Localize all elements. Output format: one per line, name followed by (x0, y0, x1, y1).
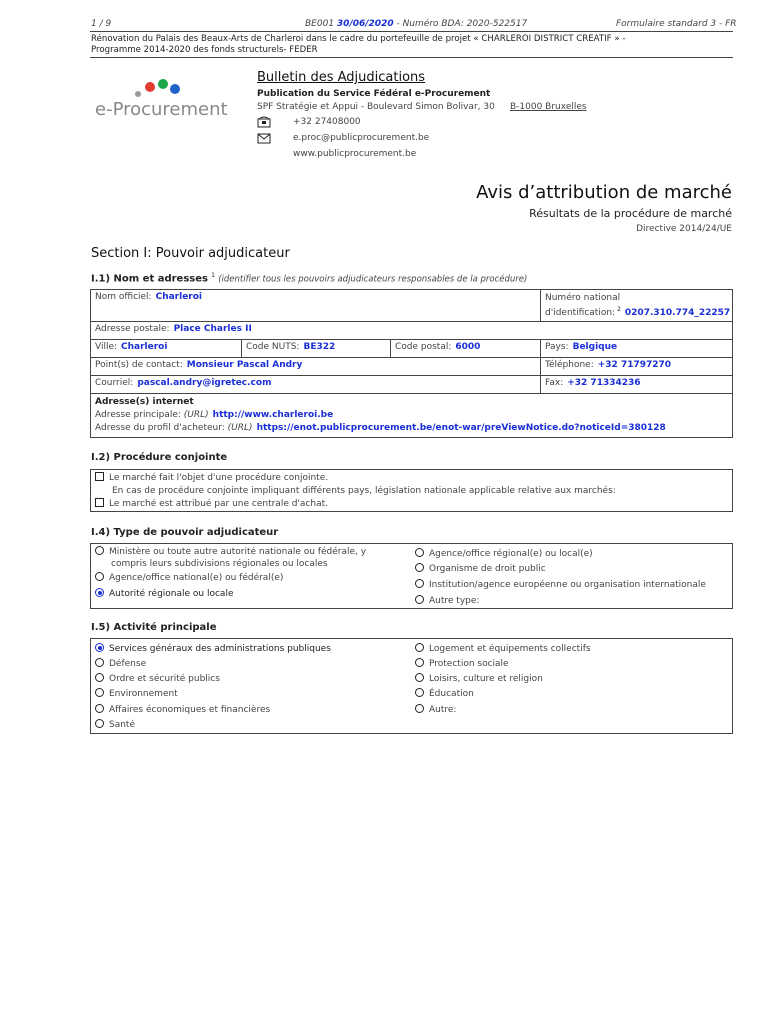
radio-protection[interactable] (415, 658, 424, 667)
internet-label: Adresse(s) internet (95, 397, 194, 407)
i5-option-logement[interactable] (415, 643, 591, 654)
pays-value: Belgique (572, 342, 618, 352)
radio-environnement[interactable] (95, 688, 104, 697)
autre-type-label: Autre type: (429, 596, 480, 606)
cp-value: 6000 (455, 342, 481, 352)
contact-label: Point(s) de contact: (95, 360, 183, 370)
i4-option-agence-nationale[interactable] (95, 572, 283, 583)
i1-note: (identifier tous les pouvoirs adjudicateurs responsables de la procédure) (218, 274, 528, 285)
adresse-label: Adresse postale: (95, 324, 170, 334)
i4-option-organisme[interactable] (415, 563, 546, 574)
numero-label-2: d'identification: (545, 308, 616, 318)
ville-cell (90, 339, 242, 358)
environnement-label: Environnement (109, 689, 178, 699)
page-number: 1 / 9 (91, 19, 112, 29)
numero-footnote: 2 (617, 306, 621, 313)
i5-option-education[interactable] (415, 688, 474, 699)
profil-url[interactable]: https://enot.publicprocurement.be/enot-war/preViewNotice.do?noticeId=380128 (256, 423, 666, 433)
fax-value: +32 71334236 (567, 378, 641, 388)
i5-option-protection[interactable] (415, 658, 509, 669)
telephone-cell (540, 357, 733, 376)
adresse-cell (90, 321, 733, 340)
autre-label: Autre: (429, 705, 457, 715)
bulletin-email[interactable]: e.proc@publicprocurement.be (293, 133, 430, 143)
eprocurement-logo (83, 76, 228, 126)
radio-sante[interactable] (95, 719, 104, 728)
notice-title: Avis d’attribution de marché (476, 182, 732, 203)
bulletin-address: SPF Stratégie et Appui - Boulevard Simon Bolivar, 30 (257, 102, 495, 112)
radio-loisirs[interactable] (415, 673, 424, 682)
phone-icon (257, 116, 271, 127)
notice-reference (305, 19, 527, 29)
i5-heading: I.5) Activité principale (91, 622, 217, 633)
courriel-label: Courriel: (95, 378, 134, 388)
protection-label: Protection sociale (429, 659, 509, 669)
nom-label: Nom officiel: (95, 292, 152, 302)
nuts-cell (241, 339, 391, 358)
adresse-value: Place Charles II (173, 324, 252, 334)
header-rule-2 (90, 57, 733, 58)
tel-value: +32 71797270 (597, 360, 672, 370)
ministere-label: Ministère ou toute autre autorité nationale ou fédérale, y (109, 547, 367, 557)
project-title-line1: Rénovation du Palais des Beaux-Arts de Charleroi dans le cadre du portefeuille de projet « CHARLEROI DISTRICT CREATIF » - (91, 34, 626, 44)
contact-cell (90, 357, 541, 376)
affaires-label: Affaires économiques et financières (109, 705, 271, 715)
header-rule (90, 31, 733, 32)
radio-ministere[interactable] (95, 546, 104, 555)
radio-services[interactable] (95, 643, 104, 652)
radio-autorite-regionale[interactable] (95, 588, 104, 597)
agence-nationale-label: Agence/office national(e) ou fédéral(e) (109, 573, 284, 583)
bulletin-title: Bulletin des Adjudications (257, 70, 426, 85)
bulletin-web[interactable]: www.publicprocurement.be (293, 149, 417, 159)
pays-label: Pays: (545, 342, 569, 352)
ville-value: Charleroi (121, 342, 168, 352)
notice-date: 30/06/2020 (336, 19, 394, 29)
loisirs-label: Loisirs, culture et religion (429, 674, 543, 684)
logo-text: e-Procurement (95, 99, 228, 120)
ministere-label-2: compris leurs subdivisions régionales ou locales (111, 559, 328, 569)
nom-officiel-cell (90, 289, 541, 322)
radio-organisme[interactable] (415, 563, 424, 572)
i5-option-affaires[interactable] (95, 704, 270, 715)
i4-option-institution[interactable] (415, 579, 706, 590)
url-tag-2: (URL) (227, 423, 253, 433)
i2-heading: I.2) Procédure conjointe (91, 452, 228, 463)
notice-code: BE001 (305, 19, 335, 29)
agence-regionale-label: Agence/office régional(e) ou local(e) (429, 549, 593, 559)
i4-option-autre[interactable] (415, 595, 479, 606)
notice-subtitle: Résultats de la procédure de marché (529, 207, 732, 220)
i5-option-environnement[interactable] (95, 688, 178, 699)
i4-heading: I.4) Type de pouvoir adjudicateur (91, 527, 279, 538)
i5-option-ordre[interactable] (95, 673, 220, 684)
sante-label: Santé (109, 720, 135, 730)
ordre-label: Ordre et sécurité publics (109, 674, 220, 684)
nom-value: Charleroi (155, 292, 203, 302)
services-label: Services généraux des administrations publiques (109, 644, 331, 654)
nuts-value: BE322 (303, 342, 336, 352)
tel-label: Téléphone: (545, 360, 594, 370)
internet-cell (90, 393, 733, 438)
radio-agence-nationale[interactable] (95, 572, 104, 581)
cp-label: Code postal: (395, 342, 452, 352)
numero-national-cell (540, 289, 733, 322)
nuts-label: Code NUTS: (246, 342, 300, 352)
radio-agence-regionale[interactable] (415, 548, 424, 557)
profil-label: Adresse du profil d'acheteur: (95, 423, 225, 433)
numero-value: 0207.310.774_22257 (624, 308, 731, 318)
code-postal-cell (390, 339, 541, 358)
joint-procedure-checkbox[interactable] (95, 472, 104, 481)
principale-label: Adresse principale: (95, 410, 181, 420)
fax-label: Fax: (545, 378, 564, 388)
joint-procedure-label: Le marché fait l'objet d'une procédure conjointe. (109, 473, 329, 483)
fax-cell (540, 375, 733, 394)
i4-option-agence-regionale[interactable] (415, 548, 593, 559)
numero-label-1: Numéro national (545, 293, 621, 303)
bda-number: - Numéro BDA: 2020-522517 (396, 19, 528, 29)
autorite-regionale-label: Autorité régionale ou locale (109, 589, 234, 599)
logement-label: Logement et équipements collectifs (429, 644, 591, 654)
notice-directive: Directive 2014/24/UE (636, 224, 732, 234)
radio-autre-type[interactable] (415, 595, 424, 604)
radio-ordre[interactable] (95, 673, 104, 682)
defense-label: Défense (109, 659, 147, 669)
radio-institution[interactable] (415, 579, 424, 588)
bulletin-city: B-1000 Bruxelles (510, 102, 587, 112)
radio-education[interactable] (415, 688, 424, 697)
courriel-value[interactable]: pascal.andry@igretec.com (137, 378, 272, 388)
email-icon (257, 133, 271, 144)
radio-logement[interactable] (415, 643, 424, 652)
pays-cell (540, 339, 733, 358)
institution-label: Institution/agence européenne ou organisation internationale (429, 580, 706, 590)
url-tag: (URL) (183, 410, 209, 420)
i5-option-services[interactable] (95, 643, 331, 654)
principale-url[interactable]: http://www.charleroi.be (212, 410, 334, 420)
i4-option-autorite-regionale[interactable] (95, 588, 233, 599)
i1-footnote: 1 (211, 272, 215, 279)
bulletin-phone: +32 27408000 (293, 117, 361, 127)
contact-value: Monsieur Pascal Andry (186, 360, 303, 370)
i5-option-defense[interactable] (95, 658, 146, 669)
courriel-cell (90, 375, 541, 394)
radio-defense[interactable] (95, 658, 104, 667)
central-purchasing-label: Le marché est attribué par une centrale d'achat. (109, 499, 328, 509)
radio-autre[interactable] (415, 704, 424, 713)
joint-procedure-legislation: En cas de procédure conjointe impliquant différents pays, législation nationale applicable relative aux marchés: (112, 486, 616, 496)
central-purchasing-option[interactable] (95, 498, 328, 509)
i1-heading-row (91, 272, 527, 284)
radio-affaires[interactable] (95, 704, 104, 713)
section-title: Section I: Pouvoir adjudicateur (91, 246, 290, 261)
i4-option-ministere[interactable] (95, 546, 366, 570)
i1-heading: I.1) Nom et adresses (91, 273, 208, 285)
bulletin-publisher: Publication du Service Fédéral e-Procurement (257, 89, 491, 99)
project-title-line2: Programme 2014-2020 des fonds structurels- FEDER (91, 45, 318, 55)
central-purchasing-checkbox[interactable] (95, 498, 104, 507)
organisme-label: Organisme de droit public (429, 564, 546, 574)
education-label: Éducation (429, 689, 474, 699)
ville-label: Ville: (95, 342, 118, 352)
i5-option-loisirs[interactable] (415, 673, 543, 684)
joint-procedure-option[interactable] (95, 472, 328, 483)
form-type: Formulaire standard 3 - FR (616, 19, 737, 29)
i5-option-autre[interactable] (415, 704, 456, 715)
i5-option-sante[interactable] (95, 719, 135, 730)
